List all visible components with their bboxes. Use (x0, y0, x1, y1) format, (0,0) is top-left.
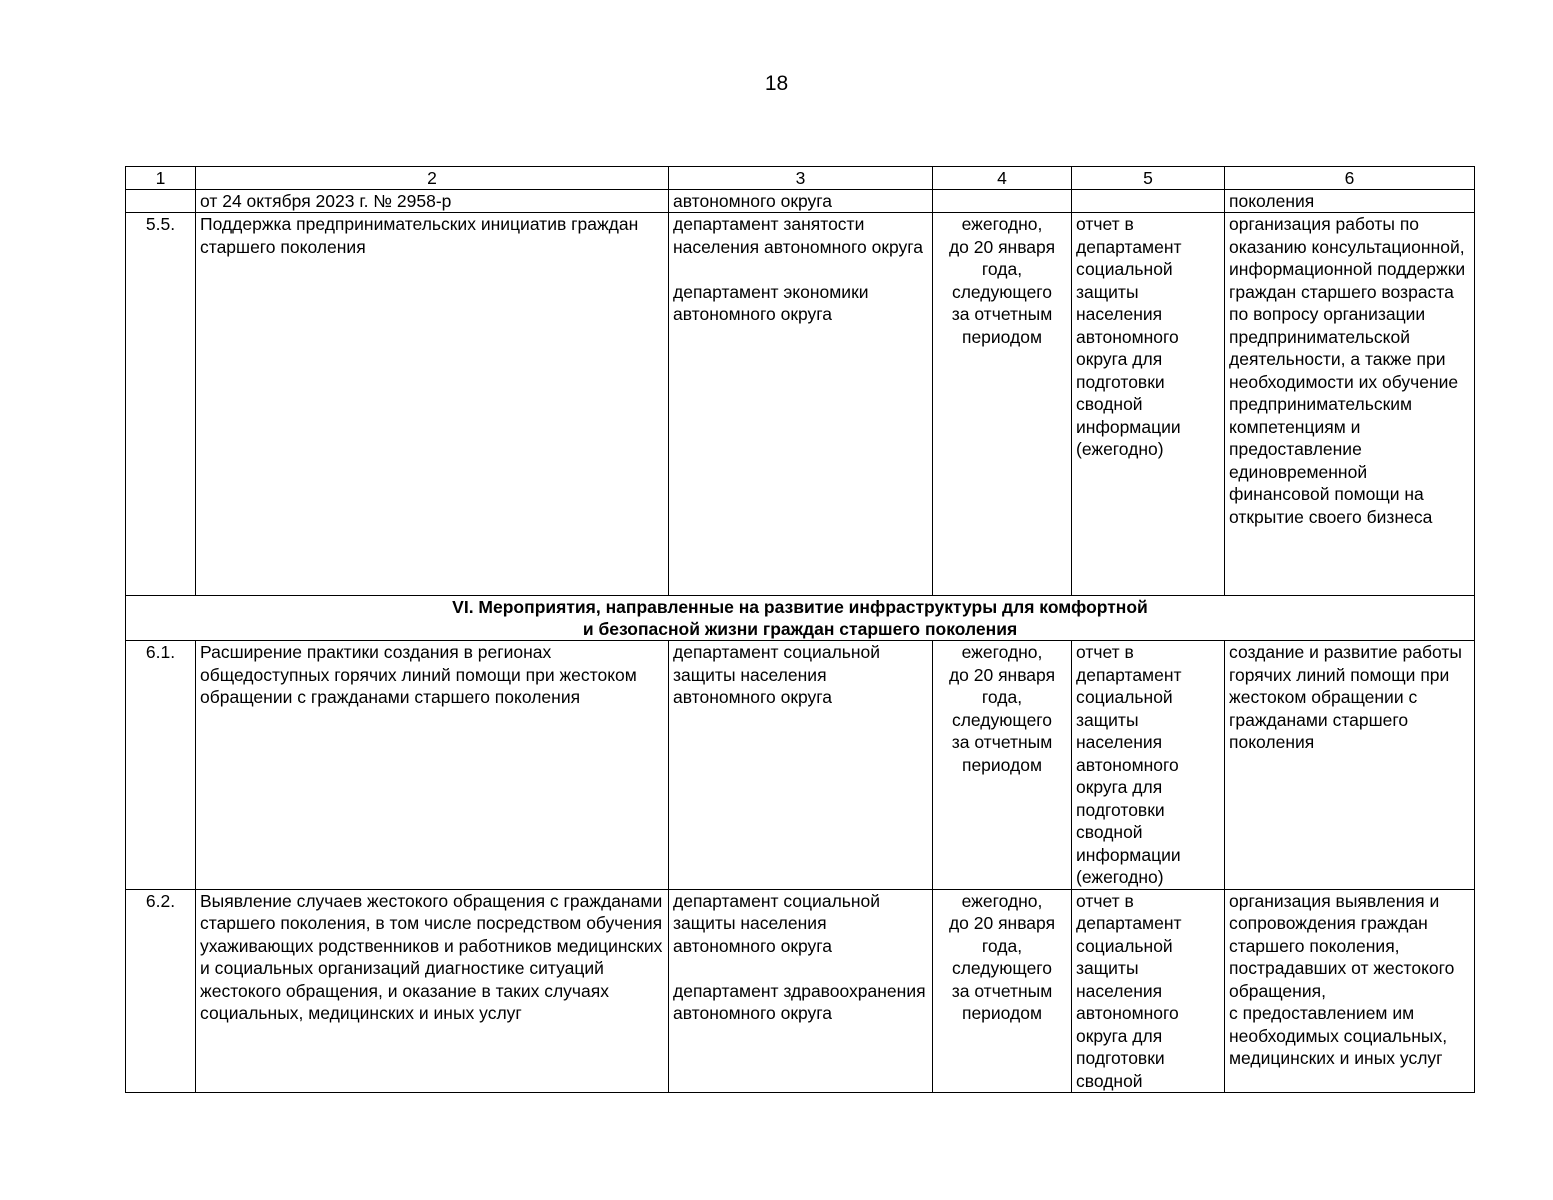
measure-text: Поддержка предпринимательских инициатив граждан старшего поколения (200, 214, 639, 257)
report-cell (1072, 641, 1225, 890)
cont-col-3: автономного округа (669, 190, 933, 213)
report-text: отчет в департамент социальной защиты населения автономного округа для подготовки сводной информации (ежегодно) (1076, 214, 1182, 459)
measure-text: Выявление случаев жестокого обращения с гражданами старшего поколения, в том числе посредством обучения ухаживающих родственников и работников медицинских и социальных организаций диагностике ситуаций жестокого обращения, и оказание в таких случаях социальных, медицинских и иных услуг (200, 890, 663, 1023)
cont-col-6: поколения (1225, 190, 1475, 213)
executor-cell (669, 213, 933, 596)
header-col-4: 4 (933, 167, 1072, 190)
report-cell (1072, 889, 1225, 1093)
row-number: 6.1. (126, 641, 196, 890)
executor-cell (669, 889, 933, 1093)
executor-text: департамент социальной защиты населения автономного округа департамент здравоохранения автономного округа (673, 890, 926, 1023)
result-text: организация работы по оказанию консультационной, информационной поддержки граждан старшего возраста по вопросу организации предпринимательской деятельности, а также при необходимости их обучение предпринимательским компетенциям и предоставление единовременной финансовой помощи на открытие своего бизнеса (1229, 214, 1466, 527)
table-row (126, 213, 1475, 596)
cont-col-4 (933, 190, 1072, 213)
section-heading (126, 596, 1475, 641)
measure-cell (196, 641, 669, 890)
result-cell (1225, 889, 1475, 1093)
result-cell (1225, 641, 1475, 890)
result-cell (1225, 213, 1475, 596)
measure-text: Расширение практики создания в регионах общедоступных горячих линий помощи при жестоком обращении с гражданами старшего поколения (200, 642, 637, 707)
deadline-cell (933, 641, 1072, 890)
deadline-text: ежегодно, до 20 января года, следующего за отчетным периодом (948, 214, 1056, 347)
header-col-3: 3 (669, 167, 933, 190)
result-text: организация выявления и сопровождения граждан старшего поколения, пострадавших от жестокого обращения, с предоставлением им необходимых социальных, медицинских и иных услуг (1229, 890, 1455, 1068)
section-heading-line-2: и безопасной жизни граждан старшего поколения (582, 619, 1018, 639)
executor-text: департамент социальной защиты населения автономного округа (673, 642, 881, 707)
header-col-1: 1 (126, 167, 196, 190)
header-col-2: 2 (196, 167, 669, 190)
row-number: 5.5. (126, 213, 196, 596)
deadline-text: ежегодно, до 20 января года, следующего за отчетным периодом (948, 890, 1056, 1023)
section-heading-line-1: VI. Мероприятия, направленные на развитие инфраструктуры для комфортной (452, 597, 1148, 617)
report-text: отчет в департамент социальной защиты населения автономного округа для подготовки сводной (1076, 890, 1182, 1091)
table-row (126, 641, 1475, 890)
header-col-6: 6 (1225, 167, 1475, 190)
deadline-text: ежегодно, до 20 января года, следующего за отчетным периодом (948, 642, 1056, 775)
cont-col-2: от 24 октября 2023 г. № 2958-р (196, 190, 669, 213)
row-number: 6.2. (126, 889, 196, 1093)
continuation-row (126, 190, 1475, 213)
executor-text: департамент занятости населения автономного округа департамент экономики автономного округа (673, 214, 924, 324)
page-number: 18 (764, 72, 789, 95)
executor-cell (669, 641, 933, 890)
report-text: отчет в департамент социальной защиты населения автономного округа для подготовки сводной информации (ежегодно) (1076, 642, 1182, 887)
section-heading-row (126, 596, 1475, 641)
measure-cell (196, 889, 669, 1093)
deadline-cell (933, 889, 1072, 1093)
header-row (126, 167, 1475, 190)
measure-cell (196, 213, 669, 596)
cont-col-5 (1072, 190, 1225, 213)
result-text: создание и развитие работы горячих линий помощи при жестоком обращении с гражданами старшего поколения (1229, 642, 1462, 752)
deadline-cell (933, 213, 1072, 596)
plan-table (125, 166, 1475, 1093)
cont-col-1 (126, 190, 196, 213)
table-row (126, 889, 1475, 1093)
header-col-5: 5 (1072, 167, 1225, 190)
report-cell (1072, 213, 1225, 596)
